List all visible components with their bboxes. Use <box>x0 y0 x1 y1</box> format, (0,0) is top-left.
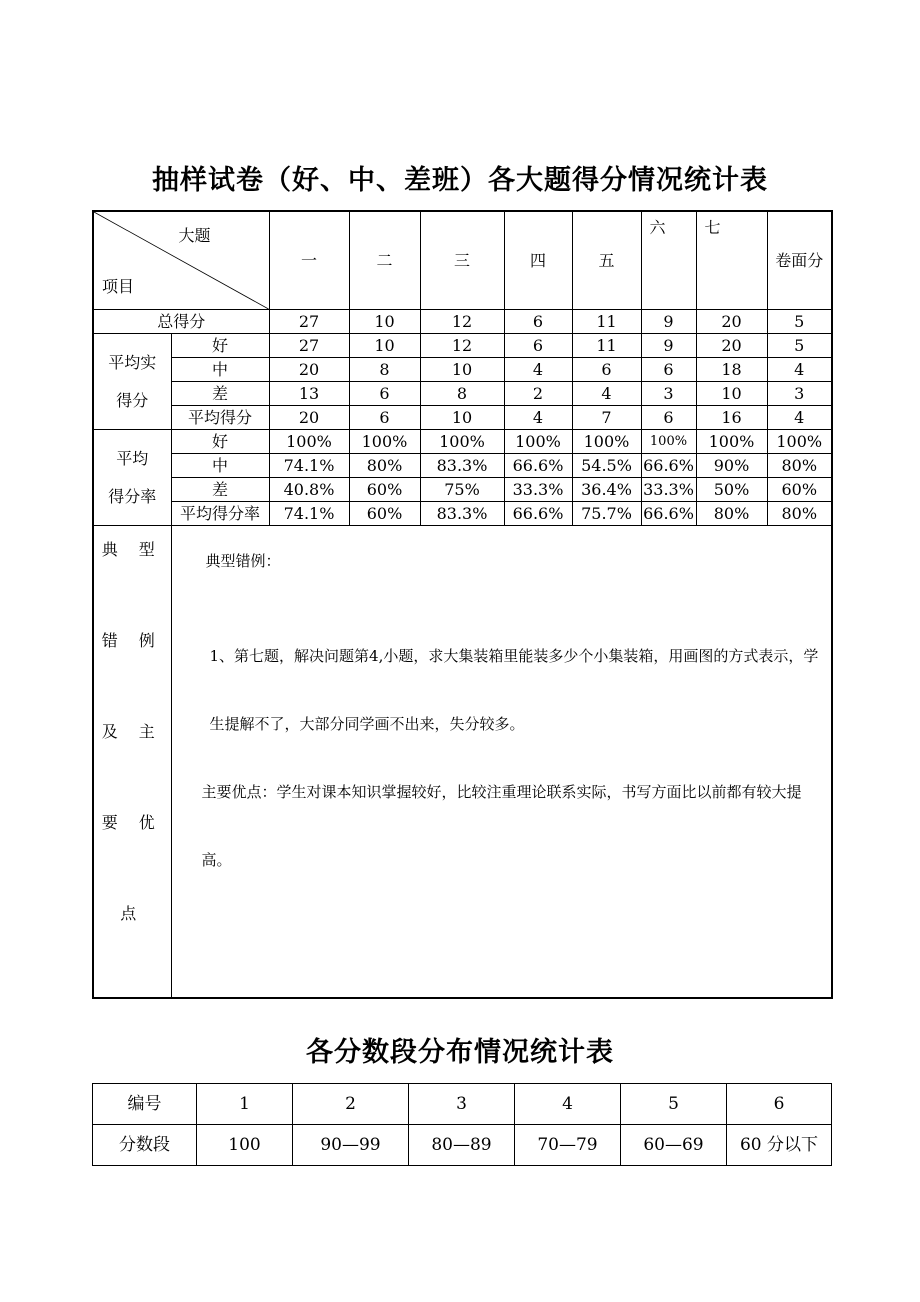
dist-number-row <box>93 1084 832 1125</box>
row-label: 平均得分率 <box>171 502 269 526</box>
col-header: 三 <box>420 211 504 310</box>
cell: 6 <box>572 358 641 382</box>
cell: 3 <box>767 382 832 406</box>
cell: 7 <box>572 406 641 430</box>
cell: 3 <box>641 382 696 406</box>
cell: 60—69 <box>621 1125 727 1166</box>
cell: 5 <box>621 1084 727 1125</box>
cell: 100% <box>572 430 641 454</box>
cell: 75% <box>420 478 504 502</box>
score-distribution-table <box>92 1083 832 1166</box>
cell: 100% <box>420 430 504 454</box>
notes-row <box>93 526 832 999</box>
side-label-line: 点 <box>120 904 145 923</box>
row-label: 平均得分 <box>171 406 269 430</box>
group-label-line: 平均 <box>116 448 149 468</box>
cell: 5 <box>767 334 832 358</box>
col-header: 四 <box>504 211 572 310</box>
score-statistics-table <box>92 210 833 999</box>
cell: 6 <box>641 406 696 430</box>
row-label: 中 <box>171 454 269 478</box>
cell: 66.6% <box>504 454 572 478</box>
col-header: 二 <box>349 211 420 310</box>
cell: 4 <box>572 382 641 406</box>
strengths-paragraph: 主要优点：学生对课本知识掌握较好，比较注重理论联系实际，书写方面比以前都有较大提高。 <box>201 783 802 869</box>
avg-rate-row <box>93 478 832 502</box>
cell: 12 <box>420 334 504 358</box>
cell: 83.3% <box>420 454 504 478</box>
total-row <box>93 310 832 334</box>
cell: 100% <box>269 430 349 454</box>
cell: 70—79 <box>515 1125 621 1166</box>
cell: 100 <box>197 1125 293 1166</box>
side-label-line: 要 优 <box>101 813 163 832</box>
cell: 90% <box>696 454 767 478</box>
side-label-line: 及 主 <box>101 722 163 741</box>
col-header: 五 <box>572 211 641 310</box>
side-label-line: 典 型 <box>101 540 163 559</box>
avg-rate-row <box>93 454 832 478</box>
cell: 5 <box>767 310 832 334</box>
cell: 60% <box>349 502 420 526</box>
avg-score-row <box>93 334 832 358</box>
typical-errors-heading: 典型错例： <box>205 552 281 570</box>
cell: 4 <box>767 406 832 430</box>
cell: 16 <box>696 406 767 430</box>
cell: 20 <box>269 406 349 430</box>
col-header: 一 <box>269 211 349 310</box>
cell: 6 <box>727 1084 832 1125</box>
cell: 74.1% <box>269 502 349 526</box>
col-header: 六 <box>641 211 696 310</box>
group-label-line: 得分 <box>116 390 149 410</box>
cell: 8 <box>420 382 504 406</box>
avg-rate-row <box>93 502 832 526</box>
cell: 33.3% <box>641 478 696 502</box>
cell: 80% <box>696 502 767 526</box>
cell: 10 <box>420 358 504 382</box>
col-header: 卷面分 <box>767 211 832 310</box>
cell: 50% <box>696 478 767 502</box>
cell: 9 <box>641 334 696 358</box>
cell: 90—99 <box>293 1125 409 1166</box>
header-row <box>93 211 832 310</box>
cell: 4 <box>504 406 572 430</box>
cell: 10 <box>349 334 420 358</box>
cell: 20 <box>696 334 767 358</box>
cell: 9 <box>641 310 696 334</box>
cell: 6 <box>349 406 420 430</box>
cell: 20 <box>696 310 767 334</box>
cell: 75.7% <box>572 502 641 526</box>
cell: 80% <box>767 454 832 478</box>
col-header: 七 <box>696 211 767 310</box>
cell: 100% <box>504 430 572 454</box>
cell: 10 <box>696 382 767 406</box>
cell: 10 <box>420 406 504 430</box>
cell: 100% <box>696 430 767 454</box>
row-label: 中 <box>171 358 269 382</box>
cell: 80% <box>767 502 832 526</box>
row-label: 好 <box>171 334 269 358</box>
cell: 13 <box>269 382 349 406</box>
avg-rate-group-label <box>93 430 171 526</box>
cell: 27 <box>269 310 349 334</box>
cell: 54.5% <box>572 454 641 478</box>
cell: 66.6% <box>504 502 572 526</box>
cell: 11 <box>572 334 641 358</box>
cell: 10 <box>349 310 420 334</box>
cell: 60% <box>349 478 420 502</box>
cell: 8 <box>349 358 420 382</box>
cell: 33.3% <box>504 478 572 502</box>
cell: 100% <box>767 430 832 454</box>
cell: 18 <box>696 358 767 382</box>
cell: 27 <box>269 334 349 358</box>
cell: 83.3% <box>420 502 504 526</box>
diagonal-header-cell <box>93 211 269 310</box>
diag-label-questions: 大题 <box>178 226 211 245</box>
cell: 6 <box>504 334 572 358</box>
main-table-title: 抽样试卷（好、中、差班）各大题得分情况统计表 <box>152 165 768 196</box>
diag-label-items: 项目 <box>102 277 135 296</box>
row-label: 好 <box>171 430 269 454</box>
cell: 100% <box>349 430 420 454</box>
avg-rate-row <box>93 430 832 454</box>
cell: 6 <box>641 358 696 382</box>
cell: 100% <box>641 430 696 454</box>
cell: 1 <box>197 1084 293 1125</box>
cell: 12 <box>420 310 504 334</box>
cell: 11 <box>572 310 641 334</box>
group-label-line: 得分率 <box>108 486 157 506</box>
side-label-line: 错 例 <box>101 631 163 650</box>
cell: 4 <box>515 1084 621 1125</box>
cell: 2 <box>293 1084 409 1125</box>
notes-side-label <box>93 526 171 999</box>
avg-score-row <box>93 406 832 430</box>
cell: 60% <box>767 478 832 502</box>
cell: 60 分以下 <box>727 1125 832 1166</box>
cell: 66.6% <box>641 454 696 478</box>
cell: 80—89 <box>409 1125 515 1166</box>
cell: 66.6% <box>641 502 696 526</box>
row-label: 差 <box>171 478 269 502</box>
avg-score-row <box>93 358 832 382</box>
row-label: 差 <box>171 382 269 406</box>
dist-range-row <box>93 1125 832 1166</box>
row-label: 总得分 <box>93 310 269 334</box>
group-label-line: 平均实 <box>108 352 157 372</box>
cell: 4 <box>767 358 832 382</box>
row-label: 编号 <box>93 1084 197 1125</box>
cell: 36.4% <box>572 478 641 502</box>
typical-error-paragraph: 1、第七题，解决问题第4,小题，求大集装箱里能装多少个小集装箱，用画图的方式表示，学生提解不了，大部分同学画不出来，失分较多。 <box>209 647 819 733</box>
avg-score-group-label <box>93 334 171 430</box>
cell: 3 <box>409 1084 515 1125</box>
cell: 40.8% <box>269 478 349 502</box>
cell: 6 <box>504 310 572 334</box>
cell: 20 <box>269 358 349 382</box>
cell: 2 <box>504 382 572 406</box>
notes-content <box>171 526 832 999</box>
cell: 4 <box>504 358 572 382</box>
distribution-table-title: 各分数段分布情况统计表 <box>306 1037 614 1068</box>
cell: 74.1% <box>269 454 349 478</box>
row-label: 分数段 <box>93 1125 197 1166</box>
cell: 80% <box>349 454 420 478</box>
avg-score-row <box>93 382 832 406</box>
cell: 6 <box>349 382 420 406</box>
